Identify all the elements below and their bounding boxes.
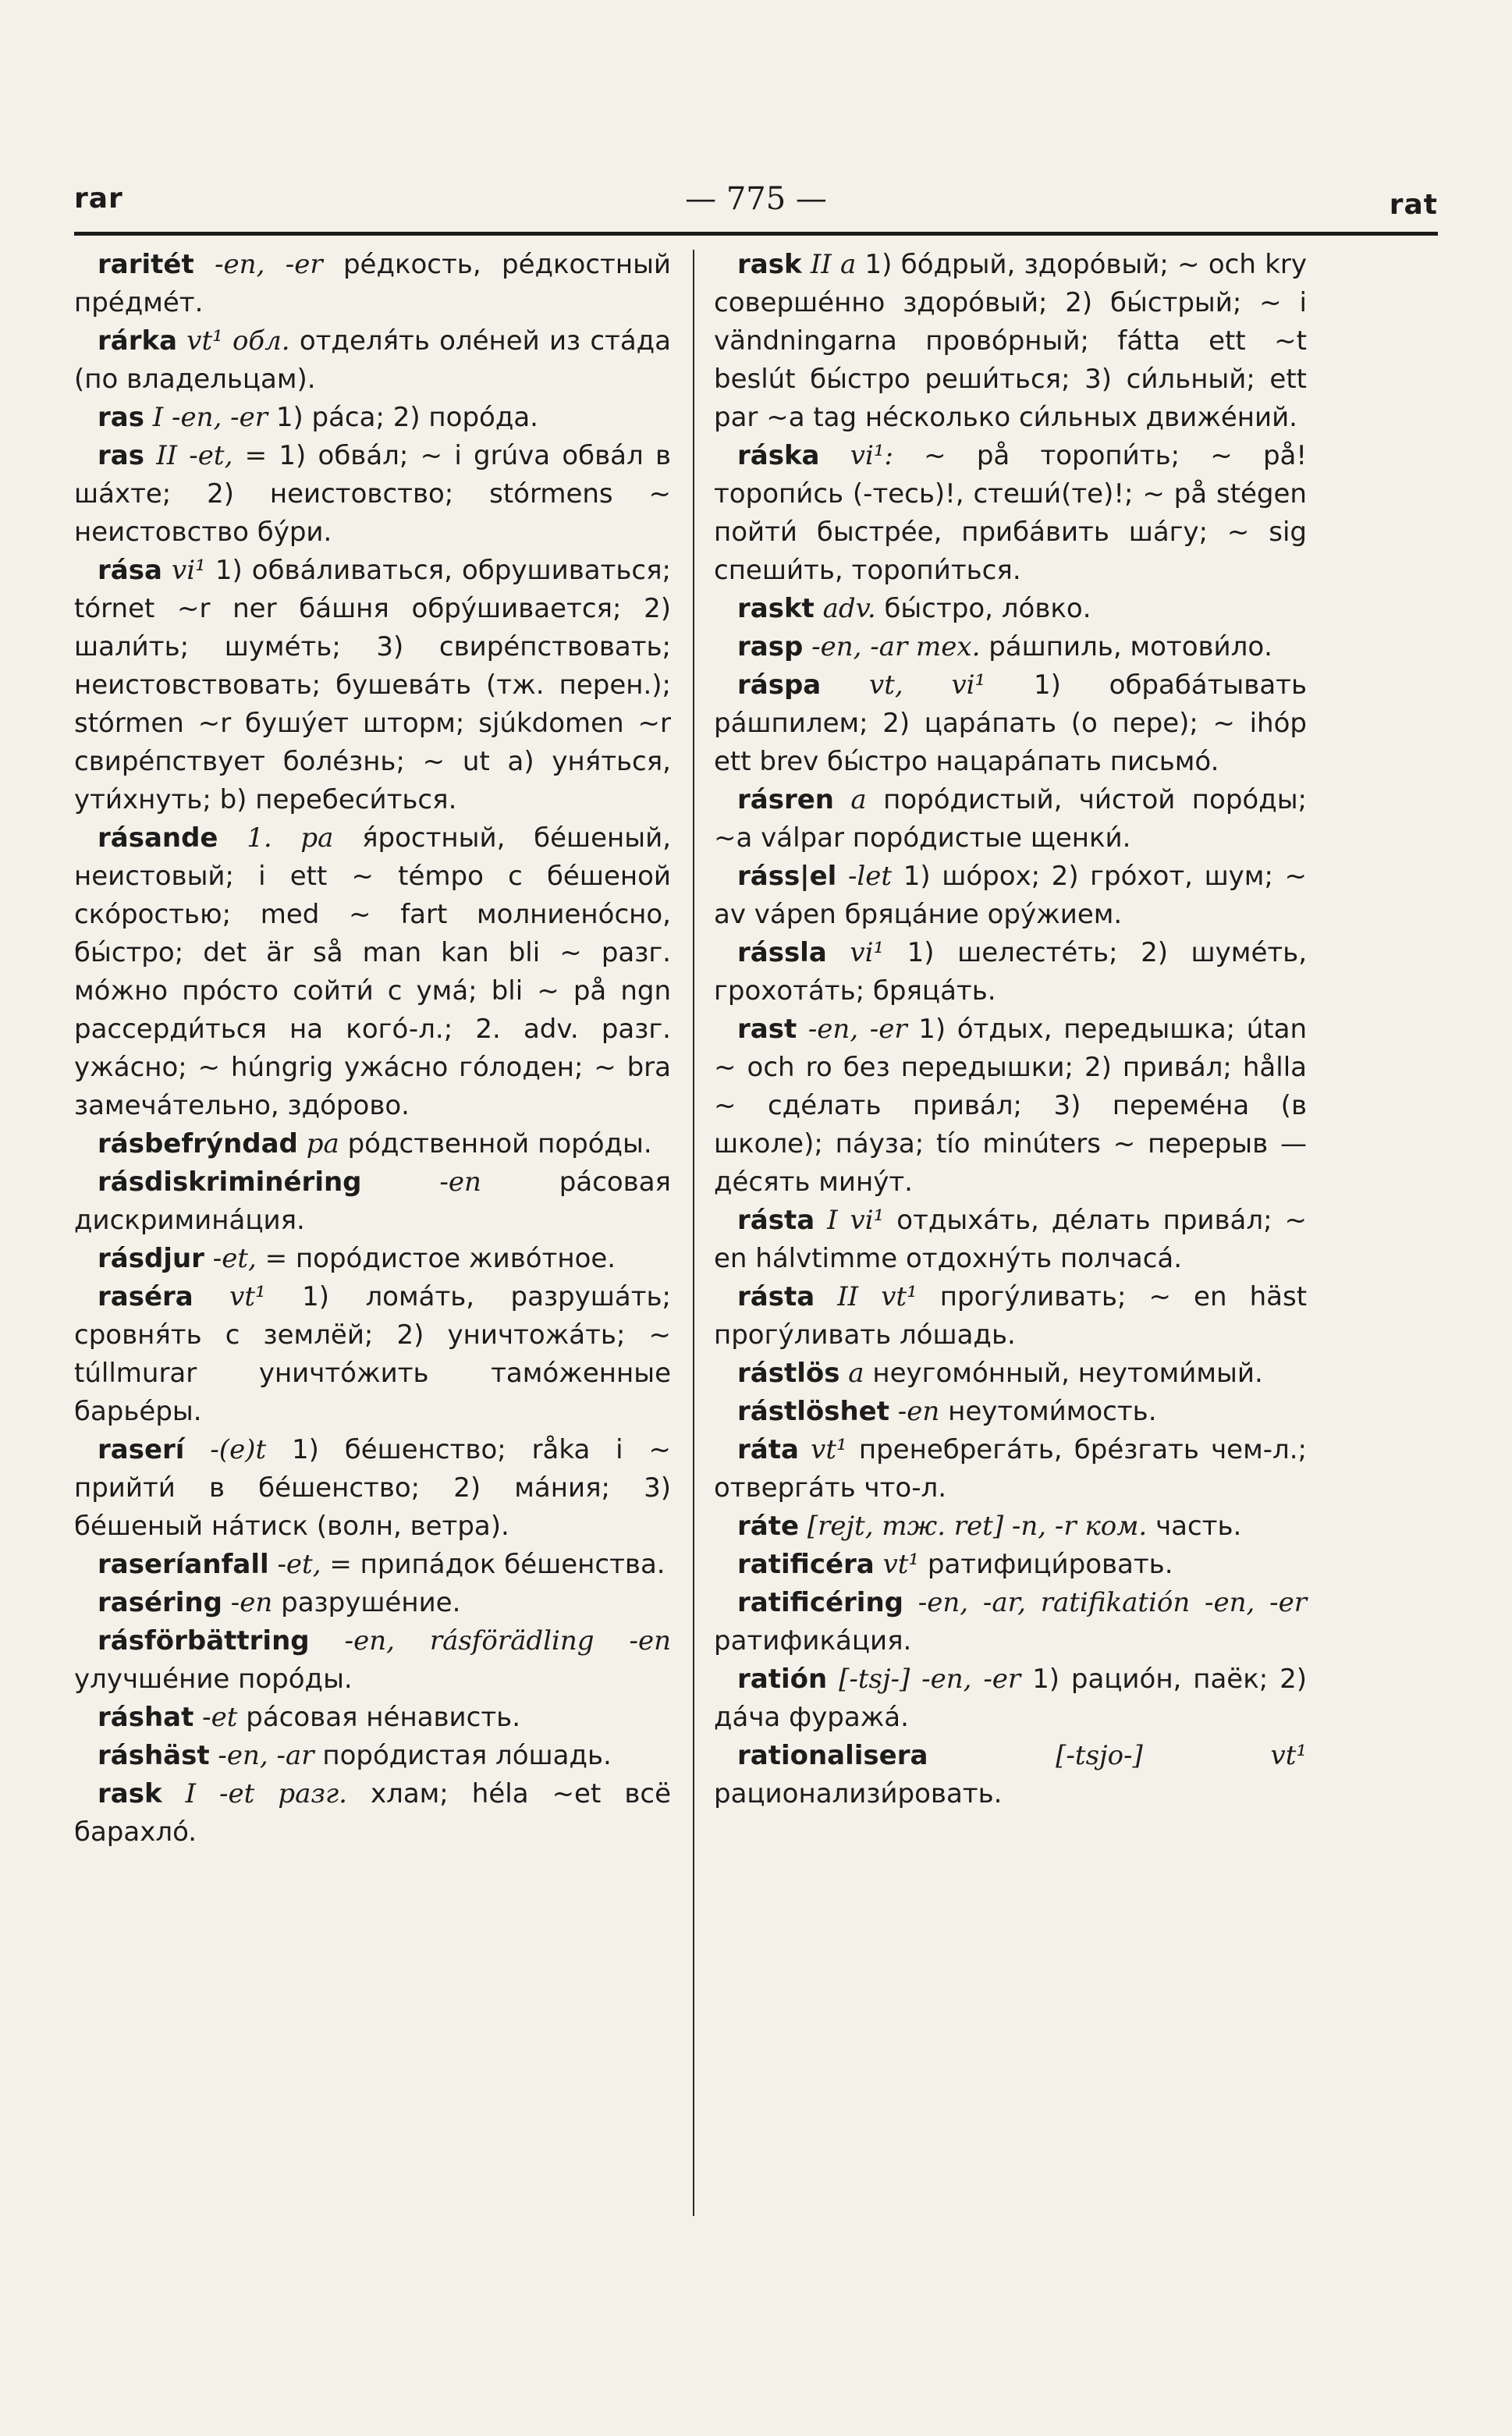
entry-grammar: II vt¹ (837, 1281, 917, 1312)
entry-definition: 1) шóрох; 2) грóхот, шум; ~ av vápen бряцáние орýжием. (714, 861, 1307, 930)
entry-headword: ráshäst (98, 1740, 210, 1771)
entry-definition: 1) шелестéть; 2) шумéть, грохотáть; бряцáть. (714, 937, 1308, 1007)
entry-headword: rásdjur (98, 1243, 204, 1274)
entry-grammar: -(e)t (210, 1434, 267, 1465)
entry-grammar: -en, rásförädling -en (344, 1625, 671, 1657)
entry-grammar: -en (439, 1167, 481, 1198)
dictionary-entry (714, 1278, 1307, 1355)
entry-headword: ráta (737, 1434, 799, 1465)
entry-grammar: vt, vi¹ (869, 669, 986, 701)
entry-grammar: adv. (822, 593, 876, 624)
entry-headword: rask (98, 1778, 162, 1809)
dictionary-entry (714, 1546, 1307, 1584)
entry-grammar: II -et, = (156, 440, 268, 471)
entry-headword: raskt (737, 593, 815, 624)
entry-definition: разрушéние. (281, 1587, 461, 1618)
entry-grammar: a (850, 784, 867, 815)
entry-definition: порóдистая лóшадь. (322, 1740, 612, 1771)
entry-definition: улучшéние порóды. (74, 1664, 353, 1695)
entry-headword: ráte (737, 1511, 800, 1542)
dictionary-entry (74, 1622, 671, 1699)
entry-definition: ратификáция. (714, 1625, 912, 1657)
dictionary-entry (74, 1278, 671, 1431)
dictionary-entry (714, 1507, 1307, 1546)
entry-definition: рéдкость, рéдкостный прéдмéт. (74, 249, 672, 318)
dictionary-entry (714, 934, 1307, 1010)
page-header (74, 178, 1438, 225)
dictionary-entry (74, 1240, 671, 1278)
dictionary-entry (74, 1737, 671, 1775)
dictionary-entry (74, 1546, 671, 1584)
entry-definition: неугомóнный, неутоми́мый. (872, 1358, 1263, 1389)
entry-definition: 1) óтдых, передышка; útan ~ och ro без передышки; 2) привáл; hålla ~ сдéлать привáл; 3) перемéна (в школе); пáуза; tío minúters ~ перерыв — дéсять минýт. (714, 1014, 1307, 1198)
dictionary-entry (74, 1125, 671, 1163)
page-number: — 775 — (685, 181, 827, 217)
entry-grammar: -en (897, 1396, 940, 1427)
entry-definition: отдыхáть, дéлать привáл; ~ en hálvtimme отдохнýть полчасá. (714, 1205, 1308, 1274)
entry-headword: rásande (98, 822, 218, 854)
dictionary-entry (714, 1737, 1307, 1813)
dictionary-entry (714, 628, 1307, 666)
dictionary-entry (714, 1202, 1307, 1278)
dictionary-entry (74, 1431, 671, 1546)
entry-grammar: -en, -ar, ratifikatión -en, -er (917, 1587, 1307, 1618)
entry-grammar: -et, = (212, 1243, 288, 1274)
entry-headword: rássla (737, 937, 827, 968)
dictionary-entry (74, 1699, 671, 1737)
left-column (74, 246, 671, 1852)
header-rule (74, 232, 1438, 236)
entry-headword: ratificéring (737, 1587, 903, 1618)
entry-grammar: -let (847, 861, 893, 892)
entry-grammar: I vi¹ (827, 1205, 885, 1236)
entry-grammar: vi¹ (850, 937, 885, 968)
entry-grammar: -en, -er (807, 1014, 907, 1045)
entry-definition: ратифици́ровать. (927, 1549, 1173, 1580)
entry-grammar: -et (202, 1702, 238, 1733)
dictionary-entry (714, 590, 1307, 628)
dictionary-entry (714, 1660, 1307, 1737)
entry-headword: rásren (737, 784, 834, 815)
entry-definition: 1) обрабáтывать рáшпилем; 2) царáпать (о пере); ~ ihóp ett brev бы́стро нацарáпать письмó. (714, 669, 1307, 777)
entry-headword: rárka (98, 325, 178, 357)
entry-headword: rásdiskriminéring (98, 1167, 362, 1198)
entry-headword: ráshat (98, 1702, 194, 1733)
entry-headword: rástlös (737, 1358, 840, 1389)
entry-grammar: [rejt, тж. ret] -n, -r ком. (807, 1511, 1148, 1542)
entry-definition: 1) обвáливаться, обрушиваться; tórnet ~r ner бáшня обру́шивается; 2) шали́ть; шумéть; 3) свирéпствовать; неистовствовать; бушевáть (тж. перен.); stórmen ~r бушу́ет шторм; sjúkdomen ~r свирéпствует болéзнь; ~ ut a) уня́ться, ути́хнуть; b) перебеси́ться. (74, 555, 672, 815)
entry-headword: raritét (98, 249, 194, 280)
entry-headword: rásta (737, 1205, 815, 1236)
entry-definition: бы́стро, лóвко. (884, 593, 1091, 624)
entry-grammar: vi¹ (172, 555, 206, 586)
entry-definition: ~ på торопи́ть; ~ på! торопи́сь (-тесь)!, стеши́(те)!; ~ på stégen пойти́ быстрée, прибáвить шáгу; ~ sig спеши́ть, торопи́ться. (714, 440, 1308, 586)
entry-grammar: -en, -er (215, 249, 323, 280)
entry-grammar: pa (306, 1128, 339, 1159)
entry-headword: raséra (98, 1281, 193, 1312)
dictionary-entry (714, 437, 1307, 590)
dictionary-entry (74, 819, 671, 1125)
entry-grammar: a (848, 1358, 864, 1389)
entry-definition: хлам; héla ~et всё барахлó. (74, 1778, 671, 1848)
entry-grammar: 1. pa (247, 822, 334, 854)
entry-grammar: I -en, -er (152, 402, 268, 433)
dictionary-entry (714, 666, 1307, 781)
entry-definition: рáсовая дискриминáция. (74, 1167, 672, 1236)
entry-headword: ras (98, 440, 144, 471)
entry-definition: 1) бéшенство; råka i ~ прийти́ в бéшенство; 2) мáния; 3) бéшеный нáтиск (волн, ветра). (74, 1434, 671, 1542)
entry-headword: ráss|el (737, 861, 837, 892)
entry-headword: rásförbättring (98, 1625, 310, 1657)
entry-definition: порóдистый, чи́стой порóды; ~a válpar порóдистые щенки́. (714, 784, 1308, 854)
entry-headword: rationalisera (737, 1740, 928, 1771)
dictionary-entry (74, 1775, 671, 1852)
entry-definition: пренебрегáть, брéзгать чем-л.; отвергáть что-л. (714, 1434, 1307, 1504)
dictionary-entry (714, 1393, 1307, 1431)
dictionary-entry (74, 322, 671, 399)
dictionary-entry (74, 399, 671, 437)
entry-definition: часть. (1155, 1511, 1242, 1542)
entry-grammar: II a (810, 249, 857, 280)
entry-grammar: vi¹: (850, 440, 893, 471)
dictionary-entry (714, 246, 1307, 437)
entry-definition: неутоми́мость. (948, 1396, 1157, 1427)
entry-grammar: -en, -ar тех. (811, 631, 981, 662)
entry-headword: rástlöshet (737, 1396, 889, 1427)
entry-definition: 1) обвáл; ~ i grúva обвáл в шáхте; 2) неистовство; stórmens ~ неистовство бу́ри. (74, 440, 672, 548)
entry-grammar: vt¹ (882, 1549, 920, 1580)
entry-definition: 1) ломáть, разрушáть; сровня́ть с землёй; 2) уничтожáть; ~ túllmurar уничтóжить тамóженные барьéры. (74, 1281, 671, 1427)
entry-definition: порóдистое живóтное. (295, 1243, 616, 1274)
entry-definition: 1) ра́са; 2) порóда. (275, 402, 538, 433)
dictionary-entry (74, 437, 671, 552)
entry-grammar: -en, -ar (218, 1740, 314, 1771)
entry-grammar: -en (230, 1587, 273, 1618)
entry-grammar: -et, = (277, 1549, 352, 1580)
entry-headword: rast (737, 1014, 797, 1045)
entry-definition: 1) бóдрый, здорóвый; ~ och kry совершéнно здорóвый; 2) бы́стрый; ~ i vändningarna провóрный; fátta ett ~t beslút бы́стро реши́ться; 3) си́льный; ett par ~a tag нéсколько си́льных движéний. (714, 249, 1307, 433)
dictionary-entry (74, 246, 671, 322)
dictionary-entry (714, 1355, 1307, 1393)
entry-grammar: vt¹ (229, 1281, 266, 1312)
column-divider (693, 250, 694, 2216)
entry-definition: рóдственной порóды. (347, 1128, 652, 1159)
dictionary-entry (714, 1010, 1307, 1202)
entry-headword: rasp (737, 631, 804, 662)
right-column (714, 246, 1307, 1813)
entry-headword: ráspa (737, 669, 822, 701)
entry-definition: рационализи́ровать. (714, 1778, 1003, 1809)
entry-headword: ratión (737, 1664, 828, 1695)
entry-headword: rása (98, 555, 162, 586)
dictionary-entry (74, 1584, 671, 1622)
entry-headword: raseríanfall (98, 1549, 269, 1580)
entry-headword: rásta (737, 1281, 815, 1312)
right-guide-word: rat (1389, 189, 1438, 221)
dictionary-entry (74, 552, 671, 819)
entry-headword: rásbefrýndad (98, 1128, 298, 1159)
dictionary-entry (714, 781, 1307, 858)
entry-definition: припáдок бéшенства. (360, 1549, 665, 1580)
entry-definition: 1) рациóн, паёк; 2) дáча фуражá. (714, 1664, 1307, 1733)
entry-grammar: [-tsj-] -en, -er (839, 1664, 1021, 1695)
entry-headword: ratificéra (737, 1549, 875, 1580)
entry-definition: рáсовая нéнависть. (246, 1702, 521, 1733)
dictionary-entry (714, 1584, 1307, 1660)
entry-definition: прогýливать; ~ en häst прогýливать лóшадь. (714, 1281, 1308, 1351)
entry-definition: рáшпиль, мотови́ло. (988, 631, 1272, 662)
entry-definition: отделя́ть олéней из стáда (по владельцам). (74, 325, 672, 395)
entry-headword: rask (737, 249, 802, 280)
entry-definition: я́ростный, бéшеный, неистовый; i ett ~ témpo с бéшеной скóростью; med ~ fart молниенóсно, бы́стро; det är så man kan bli ~ разг. мóжно прóсто сойти́ с умá; bli ~ på ngn рассерди́ться на когó-л.; 2. adv. разг. ужáсно; ~ húngrig ужáсно гóлоден; ~ bra замечáтельно, здóрово. (74, 822, 671, 1121)
entry-headword: raserí (98, 1434, 185, 1465)
dictionary-entry (714, 858, 1307, 934)
entry-headword: ras (98, 402, 144, 433)
dictionary-entry (714, 1431, 1307, 1507)
entry-grammar: vt¹ (811, 1434, 847, 1465)
entry-headword: raséring (98, 1587, 222, 1618)
dictionary-entry (74, 1163, 671, 1240)
left-guide-word: rar (74, 183, 123, 215)
entry-grammar: I -et разг. (185, 1778, 347, 1809)
entry-headword: ráska (737, 440, 820, 471)
entry-grammar: vt¹ обл. (186, 325, 290, 357)
entry-grammar: [-tsjo-] vt¹ (1056, 1740, 1308, 1771)
